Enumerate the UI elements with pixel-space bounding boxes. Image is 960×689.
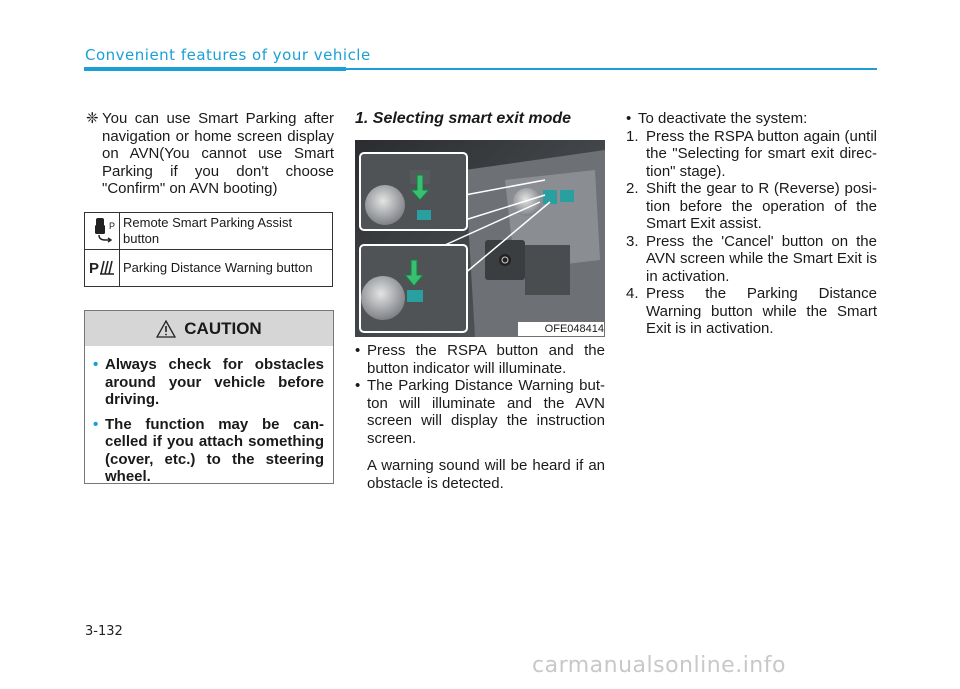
step-text: Shift the gear to R (Reverse) posi-tion before the operation of the Smart Exit assist. [646,180,877,232]
caution-item: • Always check for obstacles around your vehicle before driving. [105,356,324,409]
table-row [85,250,333,287]
step-text: Press the Parking Distance Warning button while the Smart Exit is in activation. [646,285,877,337]
parking-distance-warning-icon [85,250,120,287]
rspa-button-icon [85,213,120,250]
watermark: carmanualsonline.info [532,653,786,678]
caution-box [84,310,334,484]
list-item: • To deactivate the system: [626,110,877,128]
note-text: You can use Smart Parking after navigation or home screen display on AVN(You cannot use Smart Parking if you don't choose "Confirm" on AVN booting) [102,110,334,197]
section-heading: 1. Selecting smart exit mode [355,110,572,127]
right-column [626,110,877,338]
step-number: 1. [626,127,639,145]
caution-header [85,311,333,346]
svg-text:P: P [89,259,100,277]
header-rule-accent [84,67,346,71]
note-mark: ❈ [86,110,99,127]
warning-sound-note: A warning sound will be heard if an obstacle is detected. [367,457,605,492]
table-row [85,213,333,250]
caution-list [85,346,333,486]
button-icon-table [84,212,333,287]
header-rule [346,68,877,70]
list-item [626,233,877,286]
deactivate-intro [626,110,877,128]
icon-table-label: Parking Distance Warning button [120,250,333,287]
left-column [86,110,334,198]
console-photo [355,140,605,337]
caution-item: • The function may be can-celled if you attach something (cover, etc.) to the steering wheel. [105,416,324,486]
list-item [626,285,877,338]
image-code: OFE048414 [518,322,604,336]
note-paragraph [86,110,334,198]
list-item [626,128,877,181]
step-number: 3. [626,232,639,250]
step-number: 2. [626,180,639,197]
list-item: • Press the RSPA button and the button indicator will illuminate. [355,342,605,377]
caution-title: CAUTION [184,318,262,338]
page-number: 3-132 [85,624,123,639]
step-text: Press the 'Cancel' button on the AVN screen while the Smart Exit is in activation. [646,232,877,285]
icon-table-label: Remote Smart Parking Assist button [120,213,333,250]
step-text: Press the RSPA button again (until the "Selecting for smart exit direc-tion" stage). [646,127,877,180]
middle-column [355,342,605,492]
warning-triangle-icon [156,320,176,338]
deactivate-steps [626,128,877,338]
bullet-list [355,342,605,447]
section-header-title: Convenient features of your vehicle [85,46,371,64]
step-number: 4. [626,285,639,302]
list-item: • The Parking Distance Warning but-ton will illuminate and the AVN screen will display the instruction screen. [355,377,605,447]
list-item [626,180,877,233]
svg-text:P: P [109,220,115,231]
